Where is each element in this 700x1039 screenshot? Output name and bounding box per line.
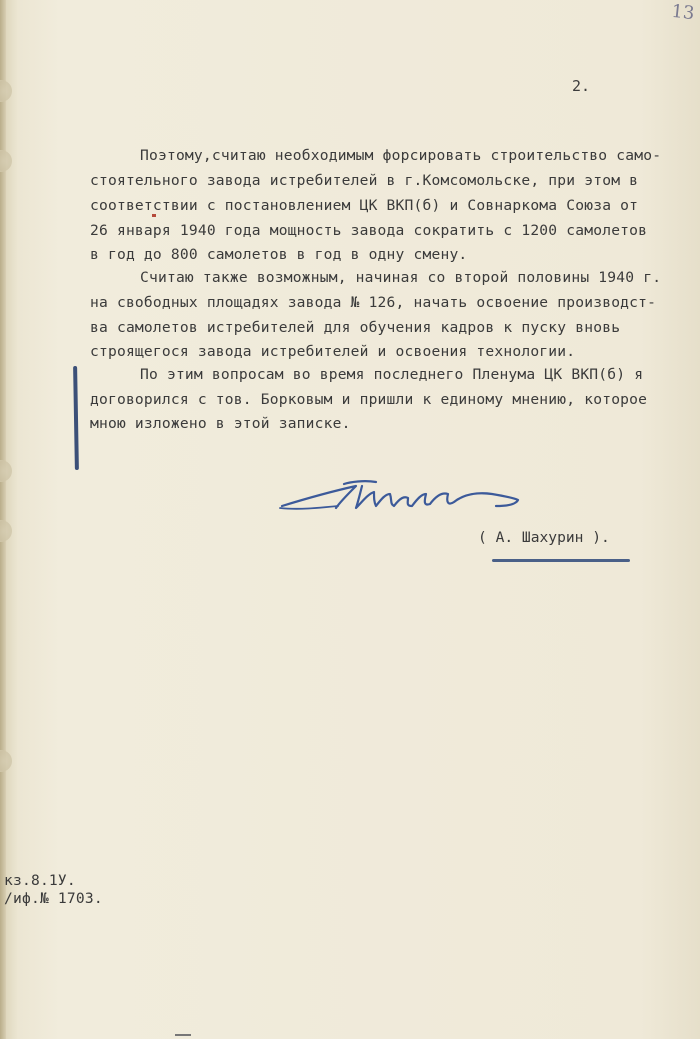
body-line: ва самолетов истребителей для обучения кадров к пуску вновь: [90, 319, 621, 336]
body-line: соответствии с постановлением ЦК ВКП(б) и Совнаркома Союза от: [90, 197, 639, 214]
body-line: 26 января 1940 года мощность завода сократить с 1200 самолетов: [90, 222, 648, 239]
body-line: на свободных площадях завода № 126, начать освоение производст-: [90, 294, 657, 311]
body-line: в год до 800 самолетов в год в одну смену.: [90, 246, 468, 263]
body-line: Считаю также возможным, начиная со второй половины 1940 г.: [140, 269, 662, 286]
margin-pencil-mark: [73, 366, 79, 470]
punch-hole: [0, 150, 12, 172]
footer-reference: кз.8.1У.: [4, 872, 76, 889]
page-number: 2.: [572, 77, 591, 95]
handwritten-signature: [278, 472, 528, 522]
body-line: мною изложено в этой записке.: [90, 415, 351, 432]
body-line: стоятельного завода истребителей в г.Комсомольске, при этом в: [90, 172, 639, 189]
body-line: Поэтому,считаю необходимым форсировать строительство само-: [140, 147, 662, 164]
body-line: договорился с тов. Борковым и пришли к единому мнению, которое: [90, 391, 648, 408]
ink-dot: [152, 214, 156, 217]
signer-underline: [492, 559, 630, 562]
punch-hole: [0, 750, 12, 772]
punch-hole: [0, 520, 12, 542]
body-line: По этим вопросам во время последнего Пленума ЦК ВКП(б) я: [140, 366, 644, 383]
punch-hole: [0, 460, 12, 482]
archive-sheet-number: 13: [670, 0, 696, 25]
signer-name: ( А. Шахурин ).: [478, 529, 610, 546]
bottom-mark: [175, 1034, 191, 1036]
footer-reference: /иф.№ 1703.: [4, 890, 103, 907]
body-line: строящегося завода истребителей и освоения технологии.: [90, 343, 576, 360]
punch-hole: [0, 80, 12, 102]
